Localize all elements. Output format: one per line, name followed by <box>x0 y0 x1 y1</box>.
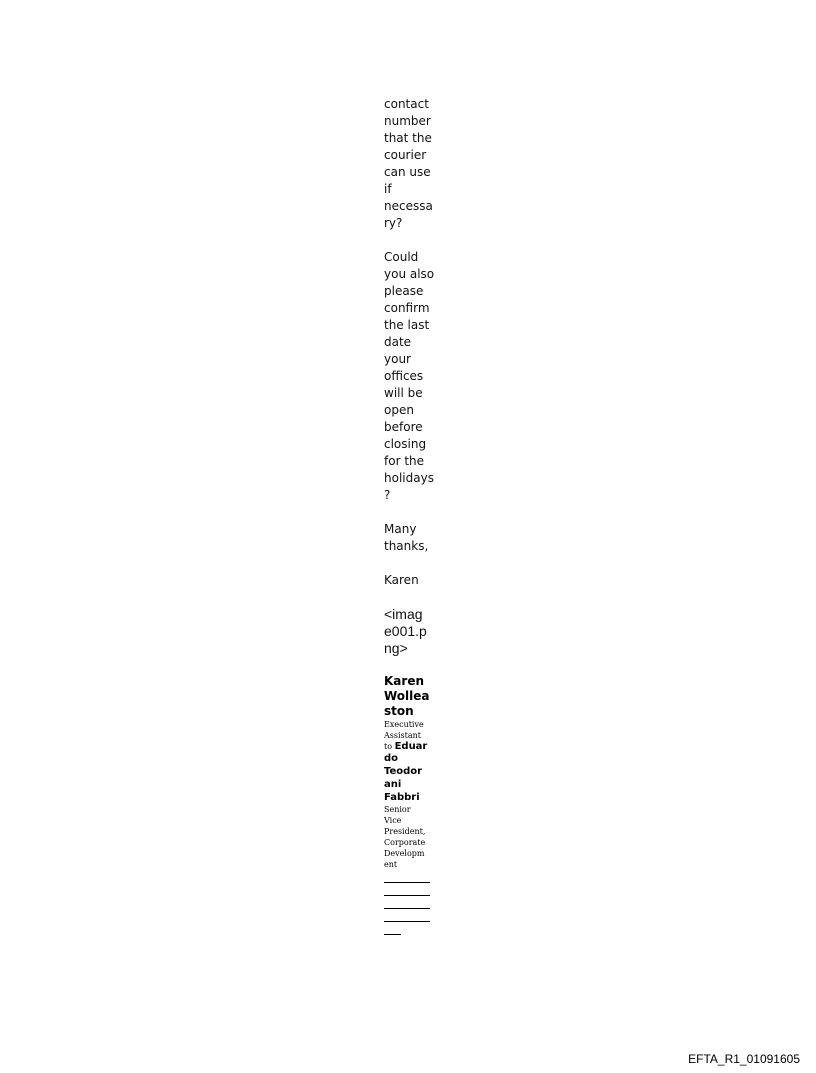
signature-to-line <box>384 741 434 752</box>
signature-to-prefix: to <box>384 742 393 751</box>
separator-rule <box>384 922 401 935</box>
signature-boss-title-line: Vice <box>384 816 402 825</box>
paragraph-gap <box>384 555 434 572</box>
text-line: open <box>384 403 414 417</box>
separator-rule <box>384 909 430 922</box>
closing-salutation <box>384 521 434 555</box>
text-line: ng> <box>384 640 408 656</box>
text-line: your <box>384 352 411 366</box>
separator-rule <box>384 896 430 909</box>
signature-boss-name-line: Fabbri <box>384 792 420 803</box>
separator-rule <box>384 883 430 896</box>
text-line: holidays <box>384 471 434 485</box>
signature-boss-title-line: Senior <box>384 805 411 814</box>
text-line: please <box>384 284 424 298</box>
text-line: if <box>384 182 392 196</box>
separator-rule <box>384 870 430 883</box>
document-bates-id: EFTA_R1_01091605 <box>688 1052 800 1066</box>
image-placeholder <box>384 606 434 657</box>
signature-boss-title-line: Corporate <box>384 838 426 847</box>
text-line: before <box>384 420 423 434</box>
paragraph-office-dates <box>384 249 434 504</box>
text-line: date <box>384 335 412 349</box>
text-line: necessa <box>384 199 433 213</box>
paragraph-courier-contact <box>384 96 434 232</box>
signature-boss-title-line: ent <box>384 860 398 869</box>
text-line: ry? <box>384 216 403 230</box>
text-line: confirm <box>384 301 430 315</box>
text-line: offices <box>384 369 424 383</box>
signature-title-line: Executive <box>384 720 424 729</box>
text-line: you also <box>384 267 435 281</box>
text-line: will be <box>384 386 423 400</box>
signature-boss-title-line: President, <box>384 827 426 836</box>
text-line: that the <box>384 131 432 145</box>
text-line: can use <box>384 165 431 179</box>
signature-separator <box>384 870 434 935</box>
signature-boss-first-fragment: Eduar <box>394 741 428 752</box>
text-line: e001.p <box>384 623 427 639</box>
paragraph-gap <box>384 232 434 249</box>
signature-title-line: Assistant <box>384 731 422 740</box>
paragraph-gap <box>384 657 434 674</box>
signature-boss-name-line: ani <box>384 779 402 790</box>
text-line: contact <box>384 97 429 111</box>
text-line: Many <box>384 522 417 536</box>
text-line: ? <box>384 488 391 502</box>
email-body-column <box>384 96 434 935</box>
text-line: number <box>384 114 431 128</box>
signature-boss-name-line: do <box>384 753 399 764</box>
text-line: thanks, <box>384 539 429 553</box>
paragraph-gap <box>384 504 434 521</box>
text-line: <imag <box>384 606 423 622</box>
signature-name-line: Karen <box>384 674 424 688</box>
signature-boss-name-line: Teodor <box>384 766 423 777</box>
signature-boss-title-line: Developm <box>384 849 425 858</box>
text-line: the last <box>384 318 430 332</box>
signature-name-line: ston <box>384 704 414 718</box>
sender-first-name: Karen <box>384 573 419 587</box>
text-line: closing <box>384 437 427 451</box>
text-line: for the <box>384 454 425 468</box>
text-line: courier <box>384 148 427 162</box>
text-line: Could <box>384 250 419 264</box>
paragraph-gap <box>384 589 434 606</box>
email-signature <box>384 674 434 935</box>
signature-name-line: Wollea <box>384 689 430 703</box>
